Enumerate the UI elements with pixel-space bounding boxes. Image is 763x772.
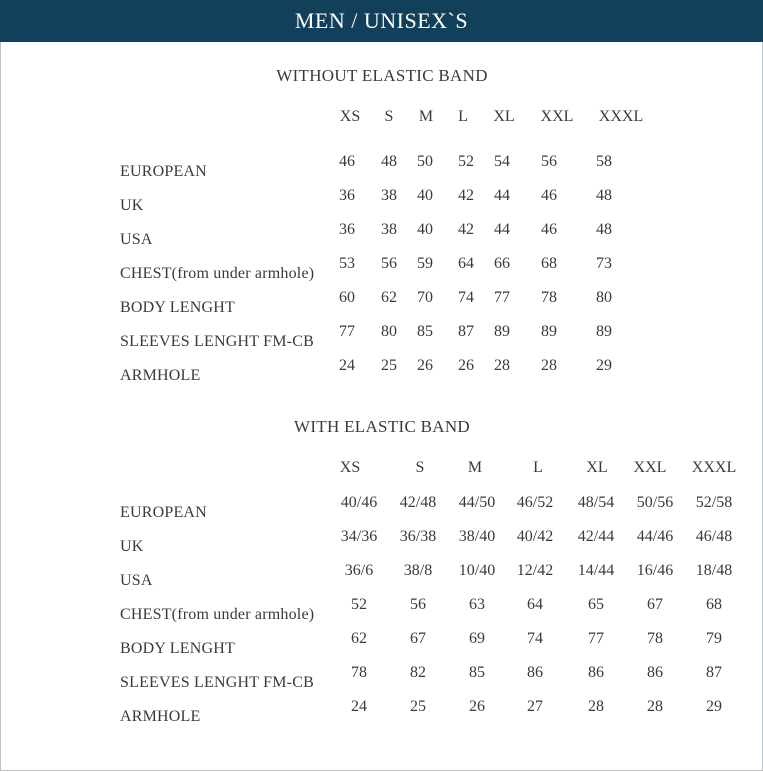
table-cell: 78 — [647, 630, 663, 647]
size-header-xl: XL — [586, 459, 608, 476]
table-cell: 18/48 — [695, 562, 733, 579]
table-cell: 65 — [588, 596, 604, 613]
table-cell: 44 — [494, 221, 510, 238]
table-cell: 58 — [596, 153, 612, 170]
row-label: ARMHOLE — [120, 367, 201, 384]
table-cell: 50 — [417, 153, 433, 170]
content-frame — [0, 42, 763, 771]
size-header-l: L — [533, 459, 543, 476]
row-label: ARMHOLE — [120, 708, 201, 725]
section-title: WITHOUT ELASTIC BAND — [276, 66, 488, 85]
size-header-xxxl: XXXL — [691, 459, 737, 476]
table-cell: 68 — [706, 596, 722, 613]
row-label: UK — [120, 538, 144, 555]
table-cell: 77 — [339, 323, 355, 340]
table-cell: 42/48 — [399, 494, 437, 511]
table-cell: 46 — [339, 153, 355, 170]
table-cell: 42 — [458, 187, 474, 204]
row-label: SLEEVES LENGHT FM-CB — [120, 333, 314, 350]
table-cell: 26 — [417, 357, 433, 374]
row-label: CHEST(from under armhole) — [120, 606, 315, 623]
table-cell: 59 — [417, 255, 433, 272]
table-cell: 70 — [417, 289, 433, 306]
table-cell: 40 — [417, 187, 433, 204]
table-cell: 38 — [381, 221, 397, 238]
table-cell: 38/40 — [458, 528, 496, 545]
table-cell: 77 — [588, 630, 604, 647]
table-cell: 38 — [381, 187, 397, 204]
table-cell: 53 — [339, 255, 355, 272]
row-label: BODY LENGHT — [120, 640, 235, 657]
table-cell: 40/42 — [516, 528, 554, 545]
table-cell: 26 — [458, 357, 474, 374]
table-cell: 82 — [410, 664, 426, 681]
page-title: MEN / UNISEX`S — [294, 8, 469, 33]
size-header-s: S — [384, 108, 394, 125]
table-cell: 24 — [351, 698, 367, 715]
table-cell: 89 — [596, 323, 612, 340]
row-label: EUROPEAN — [120, 163, 207, 180]
table-cell: 29 — [706, 698, 722, 715]
table-cell: 48 — [596, 221, 612, 238]
table-cell: 28 — [541, 357, 557, 374]
table-cell: 28 — [647, 698, 663, 715]
size-header-xs: XS — [339, 459, 361, 476]
table-cell: 24 — [339, 357, 355, 374]
table-cell: 40/46 — [340, 494, 378, 511]
table-cell: 89 — [541, 323, 557, 340]
table-cell: 74 — [458, 289, 474, 306]
table-cell: 36 — [339, 221, 355, 238]
table-cell: 56 — [541, 153, 557, 170]
table-cell: 36/38 — [399, 528, 437, 545]
table-cell: 64 — [458, 255, 474, 272]
row-label: UK — [120, 197, 144, 214]
row-label: EUROPEAN — [120, 504, 207, 521]
table-cell: 46 — [541, 187, 557, 204]
table-cell: 87 — [706, 664, 722, 681]
table-cell: 46/48 — [695, 528, 733, 545]
table-cell: 28 — [494, 357, 510, 374]
size-header-xxl: XXL — [540, 108, 574, 125]
size-header-m: M — [467, 459, 483, 476]
table-cell: 56 — [410, 596, 426, 613]
table-cell: 54 — [494, 153, 510, 170]
size-header-m: M — [418, 108, 434, 125]
table-cell: 34/36 — [340, 528, 378, 545]
section-title: WITH ELASTIC BAND — [293, 417, 471, 436]
table-cell: 85 — [417, 323, 433, 340]
table-cell: 87 — [458, 323, 474, 340]
table-cell: 50/56 — [636, 494, 674, 511]
table-cell: 86 — [588, 664, 604, 681]
table-cell: 36/6 — [344, 562, 374, 579]
table-cell: 74 — [527, 630, 543, 647]
table-cell: 85 — [469, 664, 485, 681]
table-cell: 48/54 — [577, 494, 615, 511]
table-cell: 63 — [469, 596, 485, 613]
table-cell: 52 — [351, 596, 367, 613]
table-cell: 26 — [469, 698, 485, 715]
table-cell: 68 — [541, 255, 557, 272]
row-label: CHEST(from under armhole) — [120, 265, 315, 282]
table-cell: 80 — [381, 323, 397, 340]
table-cell: 86 — [527, 664, 543, 681]
table-cell: 80 — [596, 289, 612, 306]
table-cell: 73 — [596, 255, 612, 272]
table-cell: 42 — [458, 221, 474, 238]
table-cell: 44/46 — [636, 528, 674, 545]
size-header-xs: XS — [339, 108, 361, 125]
table-cell: 60 — [339, 289, 355, 306]
page-header — [0, 0, 763, 42]
size-header-s: S — [415, 459, 425, 476]
table-cell: 46 — [541, 221, 557, 238]
table-cell: 29 — [596, 357, 612, 374]
table-cell: 36 — [339, 187, 355, 204]
size-header-xxl: XXL — [633, 459, 667, 476]
table-cell: 16/46 — [636, 562, 674, 579]
table-cell: 10/40 — [458, 562, 496, 579]
table-cell: 56 — [381, 255, 397, 272]
table-cell: 86 — [647, 664, 663, 681]
size-header-l: L — [458, 108, 468, 125]
table-cell: 77 — [494, 289, 510, 306]
table-cell: 40 — [417, 221, 433, 238]
table-cell: 14/44 — [577, 562, 615, 579]
table-cell: 38/8 — [403, 562, 433, 579]
table-cell: 42/44 — [577, 528, 615, 545]
table-cell: 44/50 — [458, 494, 496, 511]
size-header-xl: XL — [493, 108, 515, 125]
table-cell: 52 — [458, 153, 474, 170]
table-cell: 62 — [381, 289, 397, 306]
table-cell: 48 — [381, 153, 397, 170]
table-cell: 62 — [351, 630, 367, 647]
row-label: USA — [120, 231, 153, 248]
table-cell: 52/58 — [695, 494, 733, 511]
table-cell: 78 — [351, 664, 367, 681]
table-cell: 79 — [706, 630, 722, 647]
table-cell: 44 — [494, 187, 510, 204]
table-cell: 25 — [381, 357, 397, 374]
row-label: USA — [120, 572, 153, 589]
table-cell: 27 — [527, 698, 543, 715]
table-cell: 69 — [469, 630, 485, 647]
size-header-xxxl: XXXL — [598, 108, 644, 125]
table-cell: 78 — [541, 289, 557, 306]
table-cell: 67 — [647, 596, 663, 613]
row-label: SLEEVES LENGHT FM-CB — [120, 674, 314, 691]
row-label: BODY LENGHT — [120, 299, 235, 316]
table-cell: 67 — [410, 630, 426, 647]
table-cell: 66 — [494, 255, 510, 272]
table-cell: 64 — [527, 596, 543, 613]
table-cell: 28 — [588, 698, 604, 715]
table-cell: 12/42 — [516, 562, 554, 579]
table-cell: 25 — [410, 698, 426, 715]
table-cell: 48 — [596, 187, 612, 204]
table-cell: 89 — [494, 323, 510, 340]
table-cell: 46/52 — [516, 494, 554, 511]
